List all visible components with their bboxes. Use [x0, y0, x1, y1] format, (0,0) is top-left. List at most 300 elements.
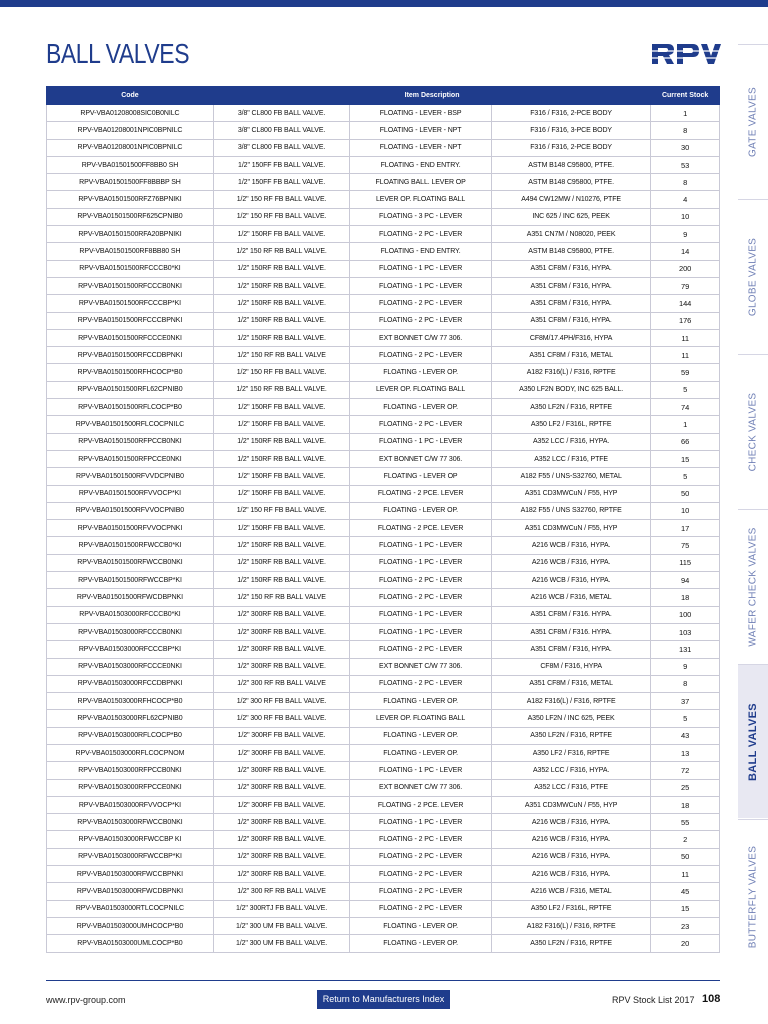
- cell-size-rating: 1/2" 300RF RB BALL VALVE.: [213, 606, 349, 623]
- cell-current-stock: 30: [651, 139, 720, 156]
- cell-material: A350 LF2 / F316, RPTFE: [491, 744, 650, 761]
- table-row: [47, 191, 720, 208]
- table-row: [47, 381, 720, 398]
- cell-operation: FLOATING - LEVER - BSP: [350, 105, 492, 122]
- cell-operation: FLOATING - 2 PC - LEVER: [350, 226, 492, 243]
- cell-material: A216 WCB / F316, HYPA.: [491, 866, 650, 883]
- cell-code: RPV-VBA01503000RFPCCB0NKI: [47, 762, 214, 779]
- cell-size-rating: 1/2" 300RF RB BALL VALVE.: [213, 848, 349, 865]
- cell-code: RPV-VBA01501500RFZ76BPNIKI: [47, 191, 214, 208]
- cell-code: RPV-VBA01501500RFVVDCPNIB0: [47, 468, 214, 485]
- table-row: [47, 450, 720, 467]
- cell-size-rating: 1/2" 150RF RB BALL VALVE.: [213, 260, 349, 277]
- cell-current-stock: 8: [651, 174, 720, 191]
- cell-current-stock: 18: [651, 589, 720, 606]
- side-tab-butterfly-valves[interactable]: [738, 819, 768, 973]
- cell-current-stock: 131: [651, 641, 720, 658]
- page-number: 108: [702, 993, 721, 1005]
- cell-current-stock: 50: [651, 485, 720, 502]
- cell-operation: EXT BONNET C/W 77 306.: [350, 450, 492, 467]
- cell-current-stock: 55: [651, 814, 720, 831]
- cell-size-rating: 1/2" 150RF RB BALL VALVE.: [213, 277, 349, 294]
- cell-code: RPV-VBA01501500RFVVOCP*KI: [47, 485, 214, 502]
- cell-current-stock: 11: [651, 329, 720, 346]
- cell-size-rating: 1/2" 150RF RB BALL VALVE.: [213, 450, 349, 467]
- side-tab-check-valves[interactable]: [738, 354, 768, 508]
- cell-operation: FLOATING - 2 PC - LEVER: [350, 831, 492, 848]
- cell-code: RPV-VBA01503000RFPCCE0NKI: [47, 779, 214, 796]
- cell-current-stock: 2: [651, 831, 720, 848]
- cell-size-rating: 1/2" 150RF FB BALL VALVE.: [213, 485, 349, 502]
- cell-operation: LEVER OP. FLOATING BALL: [350, 191, 492, 208]
- side-tab-wafer-check-valves[interactable]: [738, 509, 768, 663]
- cell-code: RPV-VBA01503000RFWCCBP KI: [47, 831, 214, 848]
- cell-material: A182 F316(L) / F316, RPTFE: [491, 364, 650, 381]
- cell-current-stock: 1: [651, 105, 720, 122]
- cell-current-stock: 17: [651, 520, 720, 537]
- cell-size-rating: 1/2" 300 RF FB BALL VALVE.: [213, 693, 349, 710]
- cell-code: RPV-VBA01501500RFPCCE0NKI: [47, 450, 214, 467]
- table-row: [47, 814, 720, 831]
- cell-current-stock: 200: [651, 260, 720, 277]
- cell-material: ASTM B148 C95800, PTFE.: [491, 174, 650, 191]
- cell-size-rating: 1/2" 150 RF FB BALL VALVE.: [213, 502, 349, 519]
- footer-list-label: RPV Stock List 2017: [612, 995, 695, 1005]
- cell-code: RPV-VBA01501500RFCCCB0NKI: [47, 277, 214, 294]
- cell-size-rating: 1/2" 300RTJ FB BALL VALVE.: [213, 900, 349, 917]
- column-header-code: Code: [47, 87, 214, 105]
- cell-current-stock: 103: [651, 623, 720, 640]
- cell-material: F316 / F316, 2-PCE BODY: [491, 139, 650, 156]
- cell-material: A351 CF8M / F316. HYPA.: [491, 623, 650, 640]
- cell-material: A350 LF2N / F316, RPTFE: [491, 935, 650, 952]
- cell-material: A352 LCC / F316, PTFE: [491, 450, 650, 467]
- cell-code: RPV-VBA01501500RFWCDBPNKI: [47, 589, 214, 606]
- cell-operation: FLOATING BALL. LEVER OP: [350, 174, 492, 191]
- top-brand-bar: [0, 0, 768, 7]
- cell-material: A351 CF8M / F316, HYPA.: [491, 277, 650, 294]
- cell-operation: FLOATING - 2 PC - LEVER: [350, 416, 492, 433]
- cell-code: RPV-VBA01501500FF8BB0 SH: [47, 156, 214, 173]
- cell-material: A182 F316(L) / F316, RPTFE: [491, 917, 650, 934]
- cell-current-stock: 23: [651, 917, 720, 934]
- cell-current-stock: 5: [651, 710, 720, 727]
- cell-operation: FLOATING - 2 PC - LEVER: [350, 900, 492, 917]
- cell-size-rating: 3/8" CL800 FB BALL VALVE.: [213, 122, 349, 139]
- cell-current-stock: 11: [651, 347, 720, 364]
- cell-material: CF8M/17.4PH/F316, HYPA: [491, 329, 650, 346]
- cell-current-stock: 15: [651, 900, 720, 917]
- cell-code: RPV-VBA01503000RFHCOCP*B0: [47, 693, 214, 710]
- cell-size-rating: 1/2" 150 RF FB BALL VALVE.: [213, 191, 349, 208]
- table-row: [47, 641, 720, 658]
- cell-code: RPV-VBA01503000RFL62CPNIB0: [47, 710, 214, 727]
- cell-current-stock: 144: [651, 295, 720, 312]
- cell-operation: FLOATING - LEVER OP.: [350, 727, 492, 744]
- return-to-index-button[interactable]: Return to Manufacturers Index: [317, 990, 450, 1009]
- cell-operation: FLOATING - 1 PC - LEVER: [350, 277, 492, 294]
- cell-size-rating: 1/2" 150RF RB BALL VALVE.: [213, 572, 349, 589]
- cell-material: A350 LF2N / INC 625, PEEK: [491, 710, 650, 727]
- cell-material: A216 WCB / F316, HYPA.: [491, 831, 650, 848]
- cell-material: A494 CW12MW / N10276, PTFE: [491, 191, 650, 208]
- cell-size-rating: 1/2" 150RF RB BALL VALVE.: [213, 312, 349, 329]
- cell-material: A351 CF8M / F316, METAL: [491, 347, 650, 364]
- table-row: [47, 347, 720, 364]
- table-row: [47, 260, 720, 277]
- cell-material: A352 LCC / F316, PTFE: [491, 779, 650, 796]
- cell-material: A350 LF2 / F316L, RPTFE: [491, 416, 650, 433]
- cell-current-stock: 176: [651, 312, 720, 329]
- cell-current-stock: 13: [651, 744, 720, 761]
- side-tab-label: BUTTERFLY VALVES: [747, 845, 759, 949]
- cell-material: CF8M / F316, HYPA: [491, 658, 650, 675]
- column-header-item-description: Item Description: [213, 87, 650, 105]
- side-tab-label: BALL VALVES: [747, 703, 759, 781]
- cell-code: RPV-VBA01208001NPIC0BPNILC: [47, 139, 214, 156]
- cell-size-rating: 1/2" 300 UM FB BALL VALVE.: [213, 917, 349, 934]
- cell-code: RPV-VBA01503000UMLCOCP*B0: [47, 935, 214, 952]
- cell-current-stock: 75: [651, 537, 720, 554]
- table-row: [47, 796, 720, 813]
- table-row: [47, 572, 720, 589]
- cell-operation: FLOATING - 1 PC - LEVER: [350, 554, 492, 571]
- cell-operation: EXT BONNET C/W 77 306.: [350, 779, 492, 796]
- cell-operation: FLOATING - LEVER OP.: [350, 364, 492, 381]
- cell-size-rating: 1/2" 150RF FB BALL VALVE.: [213, 520, 349, 537]
- cell-material: A350 LF2N / F316, RPTFE: [491, 727, 650, 744]
- table-row: [47, 364, 720, 381]
- cell-code: RPV-VBA01503000RTLCOCPNILC: [47, 900, 214, 917]
- cell-current-stock: 45: [651, 883, 720, 900]
- cell-operation: FLOATING - 2 PC - LEVER: [350, 572, 492, 589]
- cell-operation: FLOATING - 2 PC - LEVER: [350, 641, 492, 658]
- cell-material: A216 WCB / F316, HYPA.: [491, 537, 650, 554]
- table-row: [47, 139, 720, 156]
- cell-current-stock: 72: [651, 762, 720, 779]
- cell-size-rating: 1/2" 300RF FB BALL VALVE.: [213, 727, 349, 744]
- table-row: [47, 900, 720, 917]
- cell-code: RPV-VBA01503000RFLCOCP*B0: [47, 727, 214, 744]
- rpv-logo: [650, 42, 722, 66]
- cell-material: F316 / F316, 2-PCE BODY: [491, 105, 650, 122]
- cell-material: A351 CD3MWCuN / F55, HYP: [491, 485, 650, 502]
- table-row: [47, 935, 720, 952]
- table-row: [47, 295, 720, 312]
- cell-size-rating: 1/2" 150RF FB BALL VALVE.: [213, 226, 349, 243]
- cell-operation: FLOATING - 2 PC - LEVER: [350, 866, 492, 883]
- cell-size-rating: 1/2" 300RF RB BALL VALVE.: [213, 658, 349, 675]
- side-tab-globe-valves[interactable]: [738, 199, 768, 353]
- cell-code: RPV-VBA01501500RFCCCB0*KI: [47, 260, 214, 277]
- cell-size-rating: 1/2" 300 UM FB BALL VALVE.: [213, 935, 349, 952]
- cell-operation: FLOATING - 1 PC - LEVER: [350, 623, 492, 640]
- cell-operation: FLOATING - 3 PC - LEVER: [350, 208, 492, 225]
- cell-size-rating: 1/2" 300RF FB BALL VALVE.: [213, 744, 349, 761]
- cell-operation: FLOATING - END ENTRY.: [350, 243, 492, 260]
- cell-material: A352 LCC / F316, HYPA.: [491, 433, 650, 450]
- cell-current-stock: 10: [651, 502, 720, 519]
- cell-operation: FLOATING - 1 PC - LEVER: [350, 762, 492, 779]
- cell-code: RPV-VBA01503000RFCCCB0*KI: [47, 606, 214, 623]
- stock-table: [46, 86, 720, 953]
- cell-current-stock: 9: [651, 658, 720, 675]
- footer-divider: [46, 980, 720, 981]
- cell-operation: FLOATING - END ENTRY.: [350, 156, 492, 173]
- cell-code: RPV-VBA01501500RFLCOCPNILC: [47, 416, 214, 433]
- side-tab-gate-valves[interactable]: [738, 44, 768, 198]
- table-row: [47, 416, 720, 433]
- cell-operation: FLOATING - LEVER OP.: [350, 502, 492, 519]
- cell-operation: FLOATING - LEVER - NPT: [350, 139, 492, 156]
- table-row: [47, 208, 720, 225]
- cell-code: RPV-VBA01501500RFA20BPNIKI: [47, 226, 214, 243]
- cell-material: A216 WCB / F316, HYPA.: [491, 814, 650, 831]
- cell-operation: FLOATING - 2 PCE. LEVER: [350, 796, 492, 813]
- cell-size-rating: 1/2" 300 RF RB BALL VALVE: [213, 675, 349, 692]
- table-row: [47, 243, 720, 260]
- table-row: [47, 520, 720, 537]
- table-row: [47, 589, 720, 606]
- cell-current-stock: 15: [651, 450, 720, 467]
- table-row: [47, 485, 720, 502]
- cell-material: ASTM B148 C95800, PTFE.: [491, 243, 650, 260]
- cell-code: RPV-VBA01501500RFWCCB0*KI: [47, 537, 214, 554]
- cell-size-rating: 1/2" 300RF FB BALL VALVE.: [213, 796, 349, 813]
- table-row: [47, 122, 720, 139]
- side-tab-label: WAFER CHECK VALVES: [747, 527, 759, 647]
- cell-material: A216 WCB / F316, HYPA.: [491, 848, 650, 865]
- table-row: [47, 693, 720, 710]
- cell-size-rating: 1/2" 300RF RB BALL VALVE.: [213, 831, 349, 848]
- cell-material: A350 LF2N / F316, RPTFE: [491, 399, 650, 416]
- table-row: [47, 468, 720, 485]
- cell-size-rating: 1/2" 150 RF RB BALL VALVE.: [213, 381, 349, 398]
- table-row: [47, 744, 720, 761]
- table-row: [47, 433, 720, 450]
- cell-operation: FLOATING - 2 PC - LEVER: [350, 312, 492, 329]
- cell-size-rating: 1/2" 150RF FB BALL VALVE.: [213, 416, 349, 433]
- cell-size-rating: 1/2" 150RF RB BALL VALVE.: [213, 433, 349, 450]
- cell-code: RPV-VBA01501500RF8BB80 SH: [47, 243, 214, 260]
- cell-operation: FLOATING - 2 PCE. LEVER: [350, 485, 492, 502]
- cell-size-rating: 3/8" CL800 FB BALL VALVE.: [213, 139, 349, 156]
- table-row: [47, 606, 720, 623]
- table-row: [47, 831, 720, 848]
- cell-size-rating: 1/2" 150RF RB BALL VALVE.: [213, 329, 349, 346]
- cell-material: A351 CF8M / F316, HYPA.: [491, 295, 650, 312]
- cell-current-stock: 66: [651, 433, 720, 450]
- cell-material: A351 CF8M / F316, HYPA.: [491, 260, 650, 277]
- cell-operation: FLOATING - 1 PC - LEVER: [350, 260, 492, 277]
- cell-size-rating: 1/2" 150RF FB BALL VALVE.: [213, 468, 349, 485]
- cell-material: A351 CD3MWCuN / F55, HYP: [491, 520, 650, 537]
- cell-code: RPV-VBA01503000RFVVOCP*KI: [47, 796, 214, 813]
- category-side-tabs: [738, 44, 768, 974]
- cell-operation: FLOATING - 1 PC - LEVER: [350, 537, 492, 554]
- table-row: [47, 727, 720, 744]
- cell-material: A351 CF8M / F316, HYPA.: [491, 641, 650, 658]
- cell-operation: FLOATING - 2 PC - LEVER: [350, 883, 492, 900]
- cell-current-stock: 25: [651, 779, 720, 796]
- cell-size-rating: 1/2" 150FF FB BALL VALVE.: [213, 174, 349, 191]
- table-row: [47, 762, 720, 779]
- cell-size-rating: 1/2" 150RF FB BALL VALVE.: [213, 399, 349, 416]
- side-tab-label: CHECK VALVES: [747, 392, 759, 472]
- cell-size-rating: 1/2" 300RF RB BALL VALVE.: [213, 779, 349, 796]
- cell-current-stock: 100: [651, 606, 720, 623]
- stock-table-container: [46, 86, 720, 953]
- cell-operation: FLOATING - 2 PCE. LEVER: [350, 520, 492, 537]
- cell-code: RPV-VBA01503000RFCCDBPNKI: [47, 675, 214, 692]
- cell-current-stock: 5: [651, 468, 720, 485]
- table-row: [47, 277, 720, 294]
- cell-operation: LEVER OP. FLOATING BALL: [350, 381, 492, 398]
- cell-current-stock: 8: [651, 122, 720, 139]
- cell-current-stock: 1: [651, 416, 720, 433]
- table-row: [47, 658, 720, 675]
- cell-code: RPV-VBA01501500RFVVOCPNKI: [47, 520, 214, 537]
- cell-material: A182 F55 / UNS-S32760, METAL: [491, 468, 650, 485]
- cell-operation: FLOATING - 2 PC - LEVER: [350, 675, 492, 692]
- table-row: [47, 312, 720, 329]
- cell-current-stock: 59: [651, 364, 720, 381]
- cell-current-stock: 53: [651, 156, 720, 173]
- cell-code: RPV-VBA01503000RFWCCBPNKI: [47, 866, 214, 883]
- cell-code: RPV-VBA01501500RFWCCB0NKI: [47, 554, 214, 571]
- cell-size-rating: 1/2" 150FF FB BALL VALVE.: [213, 156, 349, 173]
- cell-size-rating: 1/2" 300 RF FB BALL VALVE.: [213, 710, 349, 727]
- cell-size-rating: 1/2" 150 RF FB BALL VALVE.: [213, 364, 349, 381]
- cell-code: RPV-VBA01503000RFCCCE0NKI: [47, 658, 214, 675]
- cell-code: RPV-VBA01503000RFWCCB0NKI: [47, 814, 214, 831]
- cell-current-stock: 11: [651, 866, 720, 883]
- cell-current-stock: 8: [651, 675, 720, 692]
- cell-size-rating: 3/8" CL800 FB BALL VALVE.: [213, 105, 349, 122]
- cell-material: A351 CD3MWCuN / F55, HYP: [491, 796, 650, 813]
- cell-material: A350 LF2 / F316L, RPTFE: [491, 900, 650, 917]
- table-row: [47, 866, 720, 883]
- cell-code: RPV-VBA01503000RFWCCBP*KI: [47, 848, 214, 865]
- cell-operation: FLOATING - LEVER OP: [350, 468, 492, 485]
- table-body: [47, 105, 720, 953]
- cell-current-stock: 18: [651, 796, 720, 813]
- table-row: [47, 329, 720, 346]
- cell-material: A216 WCB / F316, METAL: [491, 883, 650, 900]
- cell-size-rating: 1/2" 300 RF RB BALL VALVE: [213, 883, 349, 900]
- cell-material: A351 CF8M / F316, HYPA.: [491, 312, 650, 329]
- footer-url-link[interactable]: www.rpv-group.com: [46, 995, 126, 1005]
- cell-code: RPV-VBA01503000RFCCCB0NKI: [47, 623, 214, 640]
- cell-size-rating: 1/2" 150RF RB BALL VALVE.: [213, 537, 349, 554]
- cell-code: RPV-VBA01501500RFPCCB0NKI: [47, 433, 214, 450]
- cell-operation: FLOATING - 2 PC - LEVER: [350, 347, 492, 364]
- cell-size-rating: 1/2" 300RF RB BALL VALVE.: [213, 814, 349, 831]
- cell-operation: FLOATING - LEVER OP.: [350, 399, 492, 416]
- table-row: [47, 848, 720, 865]
- cell-operation: FLOATING - 2 PC - LEVER: [350, 295, 492, 312]
- cell-code: RPV-VBA01503000RFWCDBPNKI: [47, 883, 214, 900]
- column-header-current-stock: Current Stock: [651, 87, 720, 105]
- table-row: [47, 226, 720, 243]
- cell-material: INC 625 / INC 625, PEEK: [491, 208, 650, 225]
- side-tab-label: GATE VALVES: [747, 87, 759, 157]
- cell-operation: FLOATING - 1 PC - LEVER: [350, 606, 492, 623]
- cell-current-stock: 74: [651, 399, 720, 416]
- cell-current-stock: 79: [651, 277, 720, 294]
- table-row: [47, 105, 720, 122]
- cell-size-rating: 1/2" 150RF RB BALL VALVE.: [213, 295, 349, 312]
- cell-material: A351 CF8M / F316, METAL: [491, 675, 650, 692]
- table-row: [47, 779, 720, 796]
- cell-material: ASTM B148 C95800, PTFE.: [491, 156, 650, 173]
- cell-operation: EXT BONNET C/W 77 306.: [350, 658, 492, 675]
- cell-current-stock: 50: [651, 848, 720, 865]
- cell-operation: FLOATING - 1 PC - LEVER: [350, 814, 492, 831]
- cell-code: RPV-VBA01501500RFCCDBPNKI: [47, 347, 214, 364]
- cell-code: RPV-VBA01503000RFCCCBP*KI: [47, 641, 214, 658]
- cell-current-stock: 37: [651, 693, 720, 710]
- cell-operation: FLOATING - LEVER OP.: [350, 744, 492, 761]
- table-row: [47, 156, 720, 173]
- table-row: [47, 399, 720, 416]
- table-row: [47, 174, 720, 191]
- cell-operation: FLOATING - LEVER OP.: [350, 917, 492, 934]
- cell-material: A182 F316(L) / F316, RPTFE: [491, 693, 650, 710]
- cell-current-stock: 94: [651, 572, 720, 589]
- cell-code: RPV-VBA01501500FF8BBBP SH: [47, 174, 214, 191]
- cell-material: A352 LCC / F316, HYPA.: [491, 762, 650, 779]
- cell-size-rating: 1/2" 150 RF RB BALL VALVE.: [213, 243, 349, 260]
- cell-material: A216 WCB / F316, METAL: [491, 589, 650, 606]
- cell-size-rating: 1/2" 150 RF FB BALL VALVE.: [213, 208, 349, 225]
- cell-material: A216 WCB / F316, HYPA.: [491, 572, 650, 589]
- cell-current-stock: 115: [651, 554, 720, 571]
- side-tab-ball-valves[interactable]: [738, 664, 768, 818]
- cell-current-stock: 5: [651, 381, 720, 398]
- cell-code: RPV-VBA01501500RFHCOCP*B0: [47, 364, 214, 381]
- cell-material: A216 WCB / F316, HYPA.: [491, 554, 650, 571]
- cell-code: RPV-VBA01501500RF625CPNIB0: [47, 208, 214, 225]
- cell-current-stock: 10: [651, 208, 720, 225]
- table-row: [47, 710, 720, 727]
- cell-material: A351 CF8M / F316. HYPA.: [491, 606, 650, 623]
- cell-current-stock: 43: [651, 727, 720, 744]
- cell-operation: FLOATING - LEVER - NPT: [350, 122, 492, 139]
- cell-operation: FLOATING - 2 PC - LEVER: [350, 848, 492, 865]
- cell-code: RPV-VBA01501500RFL62CPNIB0: [47, 381, 214, 398]
- cell-code: RPV-VBA01501500RFCCCBPNKI: [47, 312, 214, 329]
- cell-material: A350 LF2N BODY, INC 625 BALL.: [491, 381, 650, 398]
- cell-material: A182 F55 / UNS S32760, RPTFE: [491, 502, 650, 519]
- table-row: [47, 675, 720, 692]
- cell-code: RPV-VBA01501500RFCCCE0NKI: [47, 329, 214, 346]
- cell-material: F316 / F316, 3-PCE BODY: [491, 122, 650, 139]
- cell-size-rating: 1/2" 150RF RB BALL VALVE.: [213, 554, 349, 571]
- cell-code: RPV-VBA01501500RFVVOCPNIB0: [47, 502, 214, 519]
- cell-current-stock: 14: [651, 243, 720, 260]
- cell-size-rating: 1/2" 150 RF RB BALL VALVE: [213, 589, 349, 606]
- cell-operation: LEVER OP. FLOATING BALL: [350, 710, 492, 727]
- cell-code: RPV-VBA01208001NPIC0BPNILC: [47, 122, 214, 139]
- side-tab-label: GLOBE VALVES: [747, 237, 759, 317]
- cell-material: A351 CN7M / N08020, PEEK: [491, 226, 650, 243]
- cell-operation: EXT BONNET C/W 77 306.: [350, 329, 492, 346]
- cell-code: RPV-VBA01501500RFLCOCP*B0: [47, 399, 214, 416]
- table-row: [47, 917, 720, 934]
- cell-size-rating: 1/2" 300RF RB BALL VALVE.: [213, 641, 349, 658]
- table-header-row: [47, 87, 720, 105]
